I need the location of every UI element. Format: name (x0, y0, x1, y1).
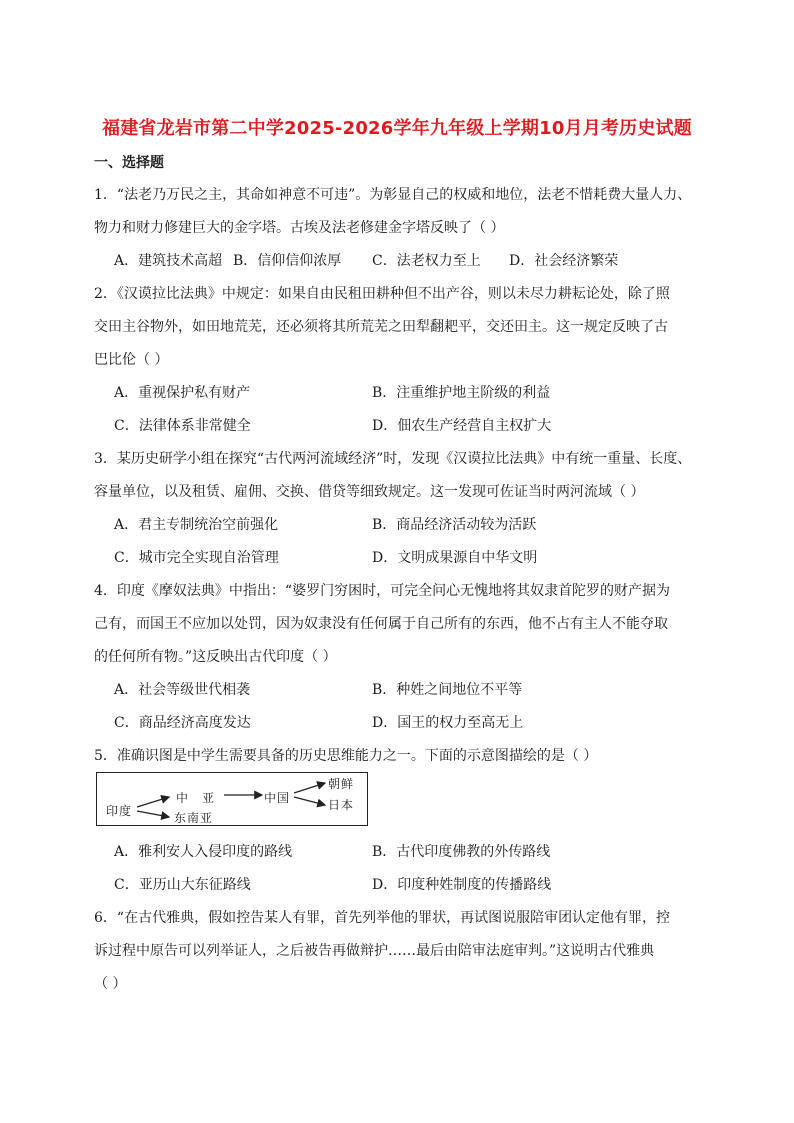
q2-stem-line1: 2．《汉谟拉比法典》中规定：如果自由民租田耕种但不出产谷，则以未尽力耕耘论处，除了照 (94, 286, 670, 302)
label-korea: 朝鲜 (328, 777, 355, 791)
q4-stem-line2: 己有，而国王不应加以处罚，因为奴隶没有任何属于自己所有的东西，他不占有主人不能夺取 (94, 616, 668, 632)
page-title: 福建省龙岩市第二中学2025-2026学年九年级上学期10月月考历史试题 (102, 118, 692, 139)
q5-stem-line1: 5．准确识图是中学生需要具备的历史思维能力之一。下面的示意图描绘的是（ ） (94, 748, 598, 764)
q6-stem-line2: 诉过程中原告可以列举证人，之后被告再做辩护……最后由陪审法庭审判。”这说明古代雅典 (94, 943, 655, 959)
arrow-india-to-southeast-asia (137, 811, 169, 817)
q2-stem-line3: 巴比伦（ ） (94, 352, 169, 368)
q4-option-a: A．社会等级世代相袭 (114, 682, 251, 698)
q5-option-b: B．古代印度佛教的外传路线 (372, 844, 551, 860)
label-india: 印度 (106, 804, 133, 818)
q5-option-c: C．亚历山大东征路线 (114, 877, 251, 893)
q2-option-d: D．佃农生产经营自主权扩大 (372, 418, 552, 434)
q4-option-c: C．商品经济高度发达 (114, 715, 251, 731)
q1-stem-line2: 物力和财力修建巨大的金字塔。古埃及法老修建金字塔反映了（ ） (94, 220, 505, 236)
q5-option-d: D．印度种姓制度的传播路线 (372, 877, 552, 893)
label-central-asia: 中 亚 (176, 791, 216, 805)
q4-option-b: B．种姓之间地位不平等 (372, 682, 523, 698)
label-japan: 日本 (328, 798, 355, 812)
q1-option-a: A．建筑技术高超 (114, 253, 223, 269)
q1-option-c: C．法老权力至上 (372, 253, 481, 269)
q4-stem-line3: 的任何所有物。”这反映出古代印度（ ） (94, 649, 337, 665)
q3-option-a: A．君主专制统治空前强化 (114, 517, 279, 533)
q2-option-a: A．重视保护私有财产 (114, 385, 251, 401)
q1-option-b: B．信仰信仰浓厚 (233, 253, 342, 269)
q6-stem-line3: （ ） (94, 976, 127, 992)
arrow-china-to-japan (294, 797, 325, 805)
q3-option-d: D．文明成果源自中华文明 (372, 550, 538, 566)
q1-option-d: D．社会经济繁荣 (509, 253, 619, 269)
q4-stem-line1: 4．印度《摩奴法典》中指出：“婆罗门穷困时，可完全问心无愧地将其奴隶首陀罗的财产据为 (94, 583, 671, 599)
q2-stem-line2: 交田主谷物外，如田地荒芜，还必须将其所荒芜之田犁翻耙平，交还田主。这一规定反映了古 (94, 319, 668, 335)
arrow-india-to-central-asia (137, 797, 169, 807)
section-heading: 一、选择题 (94, 155, 164, 171)
q3-stem-line2: 容量单位，以及租赁、雇佣、交换、借贷等细致规定。这一发现可佐证当时两河流域（ ） (94, 484, 645, 500)
q4-option-d: D．国王的权力至高无上 (372, 715, 524, 731)
label-southeast-asia: 东南亚 (174, 811, 214, 825)
q3-option-c: C．城市完全实现自治管理 (114, 550, 279, 566)
route-diagram (96, 772, 368, 826)
q2-option-c: C．法律体系非常健全 (114, 418, 251, 434)
q3-stem-line1: 3．某历史研学小组在探究“古代两河流域经济”时，发现《汉谟拉比法典》中有统一重量、长度、 (94, 451, 692, 467)
q6-stem-line1: 6．“在古代雅典，假如控告某人有罪，首先列举他的罪状，再试图说服陪审团认定他有罪，控 (94, 910, 671, 926)
label-china: 中国 (264, 791, 291, 805)
q5-option-a: A．雅利安人入侵印度的路线 (114, 844, 293, 860)
q3-option-b: B．商品经济活动较为活跃 (372, 517, 537, 533)
arrow-china-to-korea (294, 783, 325, 793)
q1-stem-line1: 1．“法老乃万民之主，其命如神意不可违”。为彰显自己的权威和地位，法老不惜耗费大量人力、 (94, 187, 692, 203)
q2-option-b: B．注重维护地主阶级的利益 (372, 385, 551, 401)
